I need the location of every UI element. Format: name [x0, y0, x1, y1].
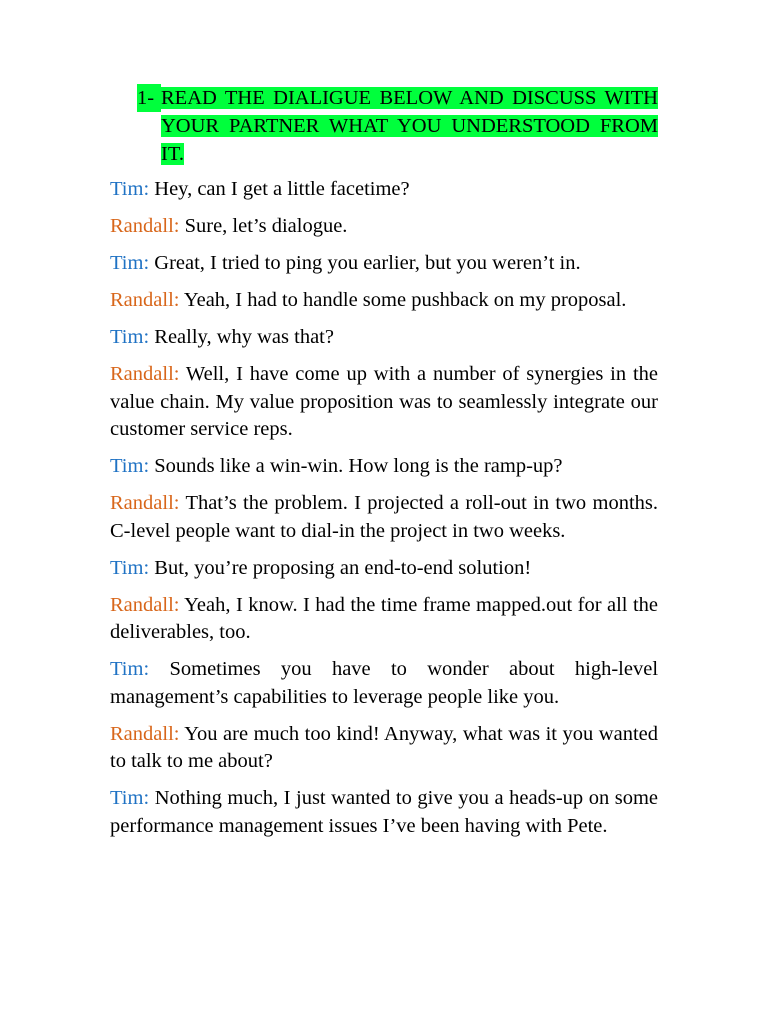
speaker-name: Randall:	[110, 492, 180, 514]
dialogue-text: Yeah, I know. I had the time frame mapped.out for all the deliverables, too.	[110, 593, 658, 643]
instruction-number: 1-	[137, 84, 161, 112]
dialogue-text: Nothing much, I just wanted to give you a heads-up on some performance management issues I’ve been having with Pete.	[110, 787, 659, 837]
dialogue-text: Yeah, I had to handle some pushback on my proposal.	[183, 289, 627, 311]
dialogue-line	[110, 176, 658, 204]
dialogue-text: Really, why was that?	[154, 326, 334, 348]
speaker-name: Tim:	[110, 787, 150, 809]
dialogue-text: Sounds like a win-win. How long is the ramp-up?	[154, 455, 563, 477]
dialogue-line	[110, 324, 658, 352]
speaker-name: Randall:	[110, 722, 180, 745]
dialogue-line	[110, 250, 658, 278]
dialogue-line	[110, 656, 658, 711]
instruction-text: READ THE DIALIGUE BELOW AND DISCUSS WITH YOUR PARTNER WHAT YOU UNDERSTOOD FROM IT.	[161, 87, 658, 165]
dialogue-text: That’s the problem. I projected a roll-out in two months. C-level people want to dial-in the project in two weeks.	[110, 492, 658, 542]
dialogue-line	[110, 785, 658, 840]
speaker-name: Tim:	[110, 455, 150, 477]
dialogue-line	[110, 592, 658, 647]
speaker-name: Randall:	[110, 363, 180, 385]
dialogue-line	[110, 361, 658, 444]
speaker-name: Randall:	[110, 289, 180, 311]
dialogue-line	[110, 213, 658, 241]
dialogue-line	[110, 721, 658, 776]
instruction-text-wrapper	[161, 84, 658, 168]
dialogue-line	[110, 555, 658, 583]
dialogue-text: Sometimes you have to wonder about high-level management’s capabilities to leverage people like you.	[110, 658, 659, 708]
speaker-name: Randall:	[110, 215, 180, 237]
speaker-name: Tim:	[110, 326, 150, 348]
dialogue-text: Great, I tried to ping you earlier, but you weren’t in.	[154, 252, 581, 274]
speaker-name: Tim:	[110, 178, 150, 200]
dialogue-line	[110, 490, 658, 545]
dialogue-text: Sure, let’s dialogue.	[184, 215, 348, 237]
dialogue-text: Well, I have come up with a number of synergies in the value chain. My value proposition was to seamlessly integrate our customer service reps.	[110, 363, 658, 440]
speaker-name: Randall:	[110, 593, 180, 616]
dialogue-text: Hey, can I get a little facetime?	[154, 178, 410, 200]
dialogue-text: But, you’re proposing an end-to-end solution!	[154, 556, 532, 579]
document-page	[110, 84, 658, 850]
speaker-name: Tim:	[110, 658, 150, 680]
speaker-name: Tim:	[110, 252, 150, 274]
speaker-name: Tim:	[110, 556, 150, 579]
instruction-heading	[137, 84, 658, 168]
dialogue-line	[110, 453, 658, 481]
dialogue-line	[110, 287, 658, 315]
dialogue-text: You are much too kind! Anyway, what was it you wanted to talk to me about?	[110, 722, 658, 772]
